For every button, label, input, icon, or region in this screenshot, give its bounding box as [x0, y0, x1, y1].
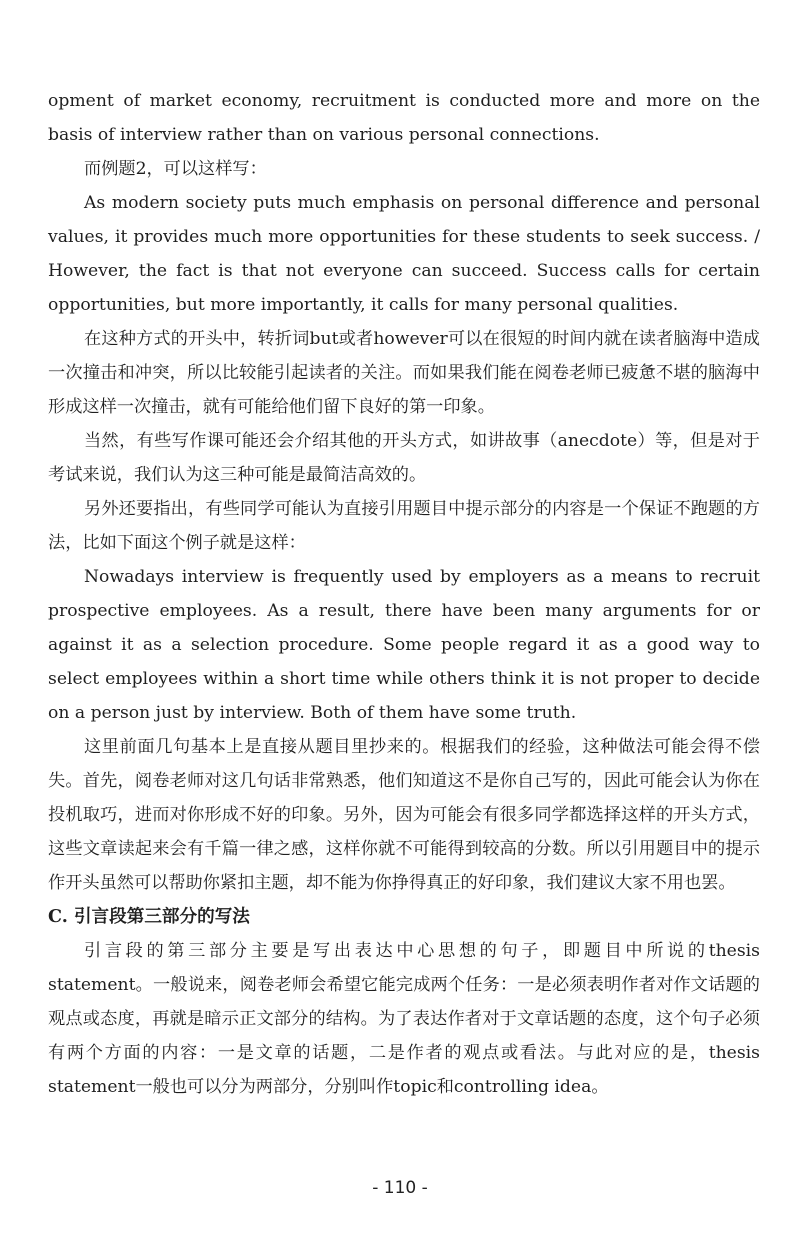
- page-body: [48, 84, 760, 1184]
- paragraph-quote-analysis: 这里前面几句基本上是直接从题目里抄来的。根据我们的经验，这种做法可能会得不偿失。首先，阅卷老师对这几句话非常熟悉，他们知道这不是你自己写的，因此可能会认为你在投机取巧，进而对你形成不好的印象。另外，因为可能会有很多同学都选择这样的开头方式，这些文章读起来会有千篇一律之感，这样你就不可能得到较高的分数。所以引用题目中的提示作开头虽然可以帮助你紧扣主题，却不能为你挣得真正的好印象，我们建议大家不用也罢。: [48, 737, 760, 893]
- paragraph-thesis-statement: 引言段的第三部分主要是写出表达中心思想的句子，即题目中所说的thesis statement。一般说来，阅卷老师会希望它能完成两个任务：一是必须表明作者对作文话题的观点或态度，再就是暗示正文部分的结构。为了表达作者对于文章话题的态度，这个句子必须有两个方面的内容：一是文章的话题，二是作者的观点或看法。与此对应的是，thesis statement一般也可以分为两部分，分别叫作topic和controlling idea。: [48, 941, 760, 1097]
- paragraph-example-english: As modern society puts much emphasis on personal difference and personal values, it provides much more opportunities for these students to seek success. / However, the fact is that not everyone can succeed. Success calls for certain opportunities, but more importantly, it calls for many personal qualities.: [48, 193, 760, 315]
- paragraph-continuation: opment of market economy, recruitment is conducted more and more on the basis of interview rather than on various personal connections.: [48, 91, 760, 145]
- paragraph-anecdote-note: 当然，有些写作课可能还会介绍其他的开头方式，如讲故事（anecdote）等，但是对于考试来说，我们认为这三种可能是最简洁高效的。: [48, 431, 760, 485]
- paragraph-however-explanation: 在这种方式的开头中，转折词but或者however可以在很短的时间内就在读者脑海中造成一次撞击和冲突，所以比较能引起读者的关注。而如果我们能在阅卷老师已疲惫不堪的脑海中形成这样一次撞击，就有可能给他们留下良好的第一印象。: [48, 329, 760, 417]
- page-number: - 110 -: [372, 1178, 428, 1198]
- paragraph-quote-example: Nowadays interview is frequently used by employers as a means to recruit prospective employees. As a result, there have been many arguments for or against it as a selection procedure. Some people regard it as a good way to select employees within a short time while others think it is not proper to decide on a person just by interview. Both of them have some truth.: [48, 567, 760, 723]
- section-heading: C. 引言段第三部分的写法: [48, 906, 250, 927]
- paragraph-example-intro: 而例题2，可以这样写：: [84, 159, 267, 179]
- paragraph-quote-intro: 另外还要指出，有些同学可能认为直接引用题目中提示部分的内容是一个保证不跑题的方法，比如下面这个例子就是这样：: [48, 499, 760, 553]
